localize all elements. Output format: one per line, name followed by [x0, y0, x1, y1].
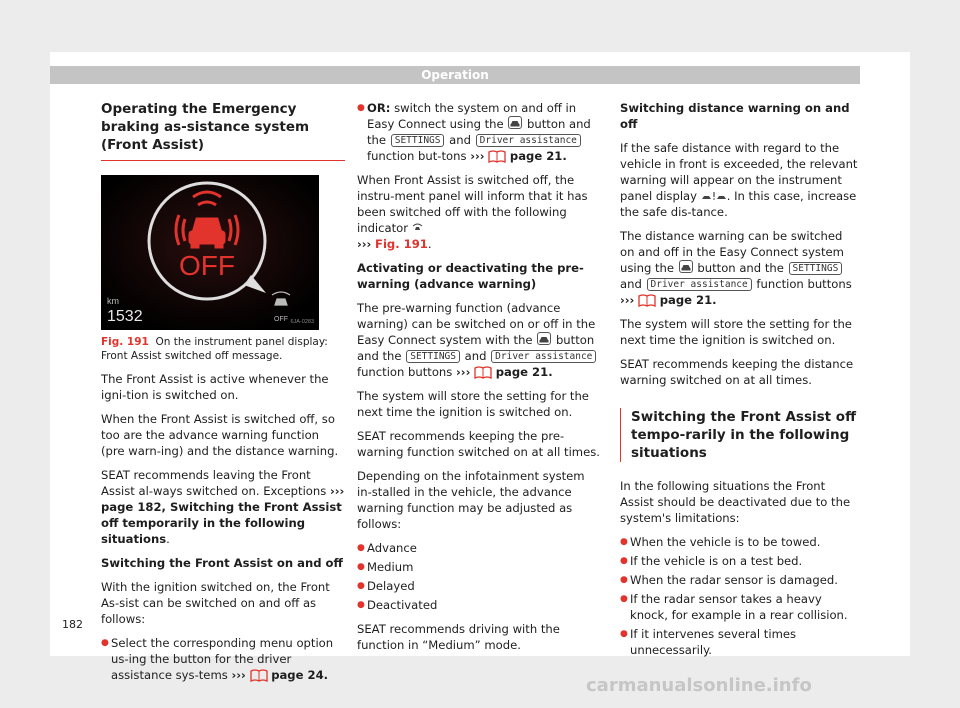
settings-button-label: SETTINGS [406, 350, 460, 363]
list-item: ● OR: switch the system on and off in Easy Connect using the button and the SETTINGS and Driver assistance function but-tons ››› page 21. [357, 100, 601, 164]
list-item: ● If the vehicle is on a test bed. [620, 553, 860, 569]
driver-assistance-button-label: Driver assistance [647, 278, 752, 291]
image-code: 6JA-0283 [290, 319, 314, 325]
paragraph: When the Front Assist is switched off, so too are the advance warning function (pre warn-ing) and the distance warning. [101, 412, 339, 458]
front-assist-indicator-icon [412, 222, 423, 233]
driver-assistance-button-label: Driver assistance [491, 350, 596, 363]
svg-text:km: km [107, 296, 119, 306]
paragraph: SEAT recommends keeping the distance warning switched on at all times. [620, 357, 854, 387]
paragraph: In the following situations the Front Assist should be deactivated due to the system's limitations: [620, 479, 851, 525]
car-button-icon [679, 260, 693, 273]
page-number: 182 [62, 618, 83, 631]
figure-191 [101, 175, 319, 330]
list-item: ● Advance [357, 540, 601, 556]
subheading: Switching the Front Assist on and off [101, 556, 343, 570]
page-link-21[interactable]: page 21. [495, 365, 553, 379]
svg-text:OFF: OFF [274, 316, 288, 323]
list-item: ● If the radar sensor takes a heavy knock, for example in a rear collision. [620, 591, 860, 623]
page-link-24[interactable]: page 24. [271, 668, 329, 682]
page-link-21[interactable]: page 21. [509, 149, 567, 163]
book-icon [488, 150, 506, 163]
paragraph: SEAT recommends driving with the function in “Medium” mode. [357, 622, 560, 652]
paragraph: The system will store the setting for the next time the ignition is switched on. [357, 389, 589, 419]
instrument-panel-image [101, 175, 319, 330]
list-item: ● When the vehicle is to be towed. [620, 534, 860, 550]
paragraph: With the ignition switched on, the Front As-sist can be switched on and off as follows: [101, 580, 330, 626]
site-watermark: carmanualsonline.info [586, 675, 812, 696]
car-button-icon [537, 332, 551, 345]
list-item: ● Select the corresponding menu option us-ing the button for the driver assistance sys-tems ››› page 24. [101, 635, 345, 683]
list-item: ● Delayed [357, 578, 601, 594]
paragraph: SEAT recommends leaving the Front Assist al-ways switched on. Exceptions ››› page 182, Switching the Front Assist off temporarily in the following situations. [101, 468, 345, 546]
figure-caption: Fig. 191 On the instrument panel display: Front Assist switched off message. [101, 336, 328, 362]
page-link-182[interactable]: page 182, Switching the Front Assist off temporarily in the following situations [101, 500, 342, 546]
settings-button-label: SETTINGS [391, 134, 445, 147]
odometer: 1532 [107, 308, 143, 325]
list-item: ● When the radar sensor is damaged. [620, 572, 860, 588]
book-icon [474, 366, 492, 379]
column-3 [620, 100, 860, 666]
section-heading: Switching the Front Assist off tempo-rarily in the following situations [620, 408, 860, 462]
paragraph: If the safe distance with regard to the vehicle in front is exceeded, the relevant warning will appear on the instrument panel display . In this case, increase the safe dis-tance. [620, 141, 858, 219]
paragraph: When Front Assist is switched off, the instru-ment panel will inform that it has been switched off with the following indicator ››› Fig. 191. [357, 173, 588, 251]
off-text: OFF [179, 250, 235, 281]
paragraph: The pre-warning function (advance warning) can be switched on or off in the Easy Connect system with the button and the SETTINGS and Driver assistance function buttons ››› page 21. [357, 301, 596, 379]
list-item: ● If it intervenes several times unnecessarily. [620, 626, 860, 658]
section-heading: Operating the Emergency braking as-sistance system (Front Assist) [101, 100, 345, 161]
paragraph: The distance warning can be switched on and off in the Easy Connect system using the button and the SETTINGS and Driver assistance function buttons ››› page 21. [620, 229, 852, 307]
distance-warning-icon [701, 191, 727, 201]
list-item: ● Deactivated [357, 597, 601, 613]
book-icon [250, 669, 268, 682]
section-header: Operation [50, 66, 860, 84]
column-2 [357, 100, 601, 661]
page-link-21[interactable]: page 21. [659, 293, 717, 307]
figure-link-191[interactable]: Fig. 191 [375, 237, 428, 251]
book-icon [638, 294, 656, 307]
subheading: Switching distance warning on and off [620, 101, 850, 131]
paragraph: The Front Assist is active whenever the igni-tion is switched on. [101, 372, 329, 402]
subheading: Activating or deactivating the pre-warning (advance warning) [357, 261, 584, 291]
column-1 [101, 100, 345, 691]
deactivation-situations-list [620, 534, 860, 658]
paragraph: SEAT recommends keeping the pre-warning function switched on at all times. [357, 429, 600, 459]
paragraph: The system will store the setting for the next time the ignition is switched on. [620, 317, 852, 347]
list-item: ● Medium [357, 559, 601, 575]
paragraph: Depending on the infotainment system in-stalled in the vehicle, the advance warning function may be adjusted as follows: [357, 469, 585, 531]
car-button-icon [508, 116, 522, 129]
settings-button-label: SETTINGS [789, 262, 843, 275]
driver-assistance-button-label: Driver assistance [476, 134, 581, 147]
warning-options-list [357, 540, 601, 613]
